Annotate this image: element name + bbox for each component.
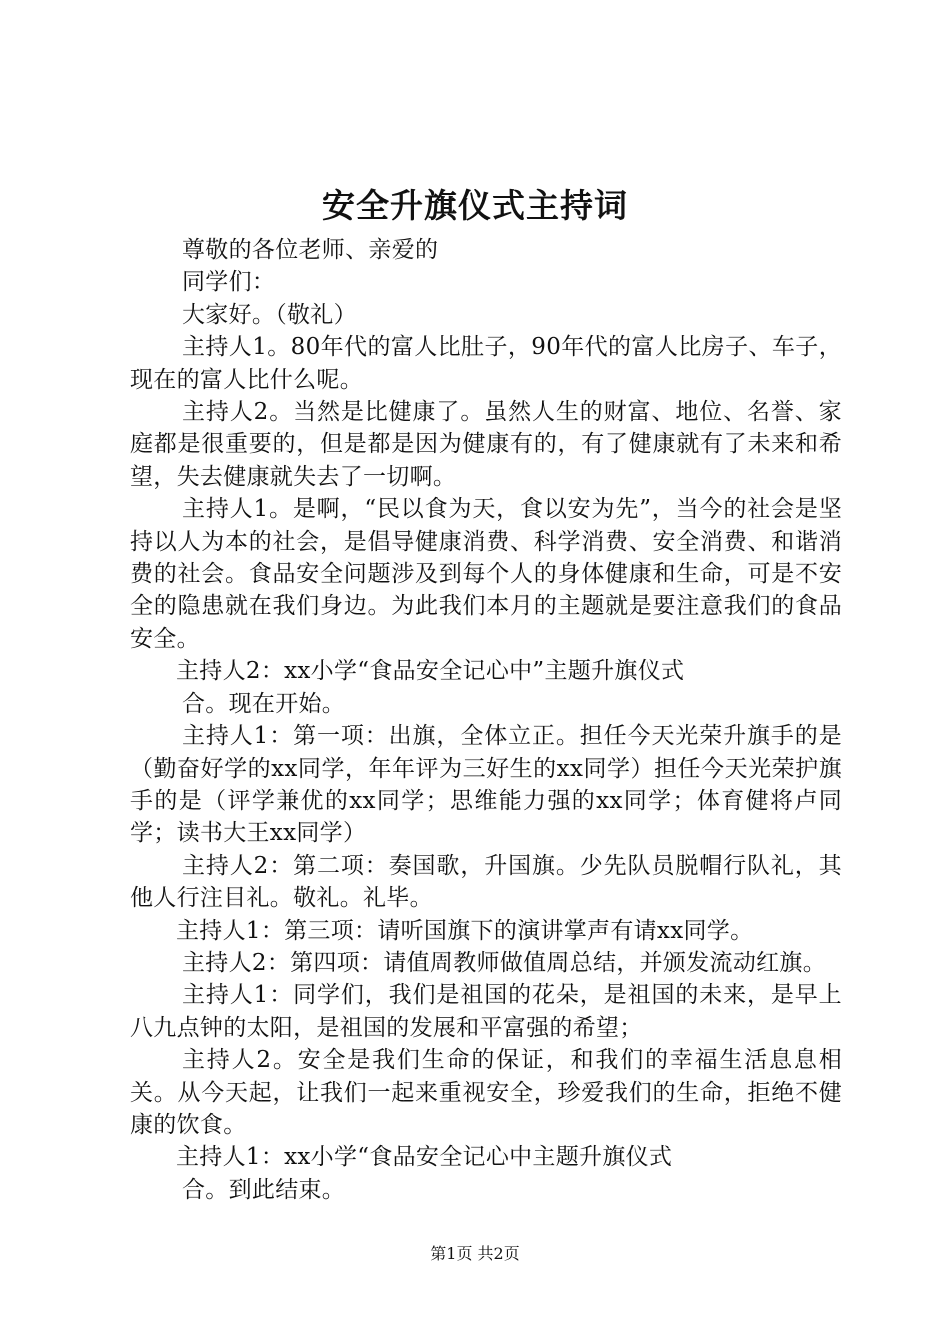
page-footer: 第1页 共2页: [430, 1244, 520, 1263]
paragraph-host1-intro: 主持人1。80年代的富人比肚子，90年代的富人比房子、车子，现在的富人比什么呢。: [130, 334, 842, 393]
paragraph-item2: 主持人2：第二项：奏国歌，升国旗。少先队员脱帽行队礼，其他人行注目礼。敬礼。礼毕。: [130, 852, 842, 912]
paragraph-host2-health: 主持人2。当然是比健康了。虽然人生的财富、地位、名誉、家庭都是很重要的，但是都是因为健康有的，有了健康就有了未来和希望，失去健康就失去了一切啊。: [130, 399, 842, 490]
paragraph-greeting-cont: 同学们：: [182, 269, 276, 296]
paragraph-item3: 主持人1：第三项：请听国旗下的演讲掌声有请xx同学。: [176, 917, 754, 944]
paragraph-greeting: 尊敬的各位老师、亲爱的: [182, 237, 439, 263]
paragraph-item4: 主持人2：第四项：请值周教师做值周总结，并颁发流动红旗。: [182, 949, 827, 976]
paragraph-host1-closing: 主持人1：xx小学“食品安全记心中主题升旗仪式: [176, 1144, 673, 1171]
document-title: 安全升旗仪式主持词: [322, 186, 628, 225]
paragraph-item1: 主持人1：第一项：出旗，全体立正。担任今天光荣升旗手的是（勤奋好学的xx同学，年年评为三好生的xx同学）担任今天光荣护旗手的是（评学兼优的xx同学；思维能力强的xx同学；体育健将卢同学；读书大王xx同学）: [130, 723, 842, 847]
paragraph-together-end: 合。到此结束。: [182, 1176, 346, 1203]
paragraph-host2-safety: 主持人2。安全是我们生命的保证，和我们的幸福生活息息相关。从今天起，让我们一起来重视安全，珍爱我们的生命，拒绝不健康的饮食。: [130, 1047, 842, 1138]
paragraph-host2-theme: 主持人2：xx小学“食品安全记心中”主题升旗仪式: [176, 658, 685, 685]
paragraph-together-start: 合。现在开始。: [182, 690, 346, 717]
paragraph-host1-future: 主持人1：同学们，我们是祖国的花朵，是祖国的未来，是早上八九点钟的太阳，是祖国的发展和平富强的希望；: [130, 982, 842, 1041]
document-body: [130, 234, 842, 1206]
paragraph-hello: 大家好。（敬礼）: [182, 301, 357, 328]
paragraph-host1-food: 主持人1。是啊，“民以食为天，食以安为先”，当今的社会是坚持以人为本的社会，是倡导健康消费、科学消费、安全消费、和谐消费的社会。食品安全问题涉及到每个人的身体健康和生命，可是不安全的隐患就在我们身边。为此我们本月的主题就是要注意我们的食品安全。: [130, 496, 842, 652]
